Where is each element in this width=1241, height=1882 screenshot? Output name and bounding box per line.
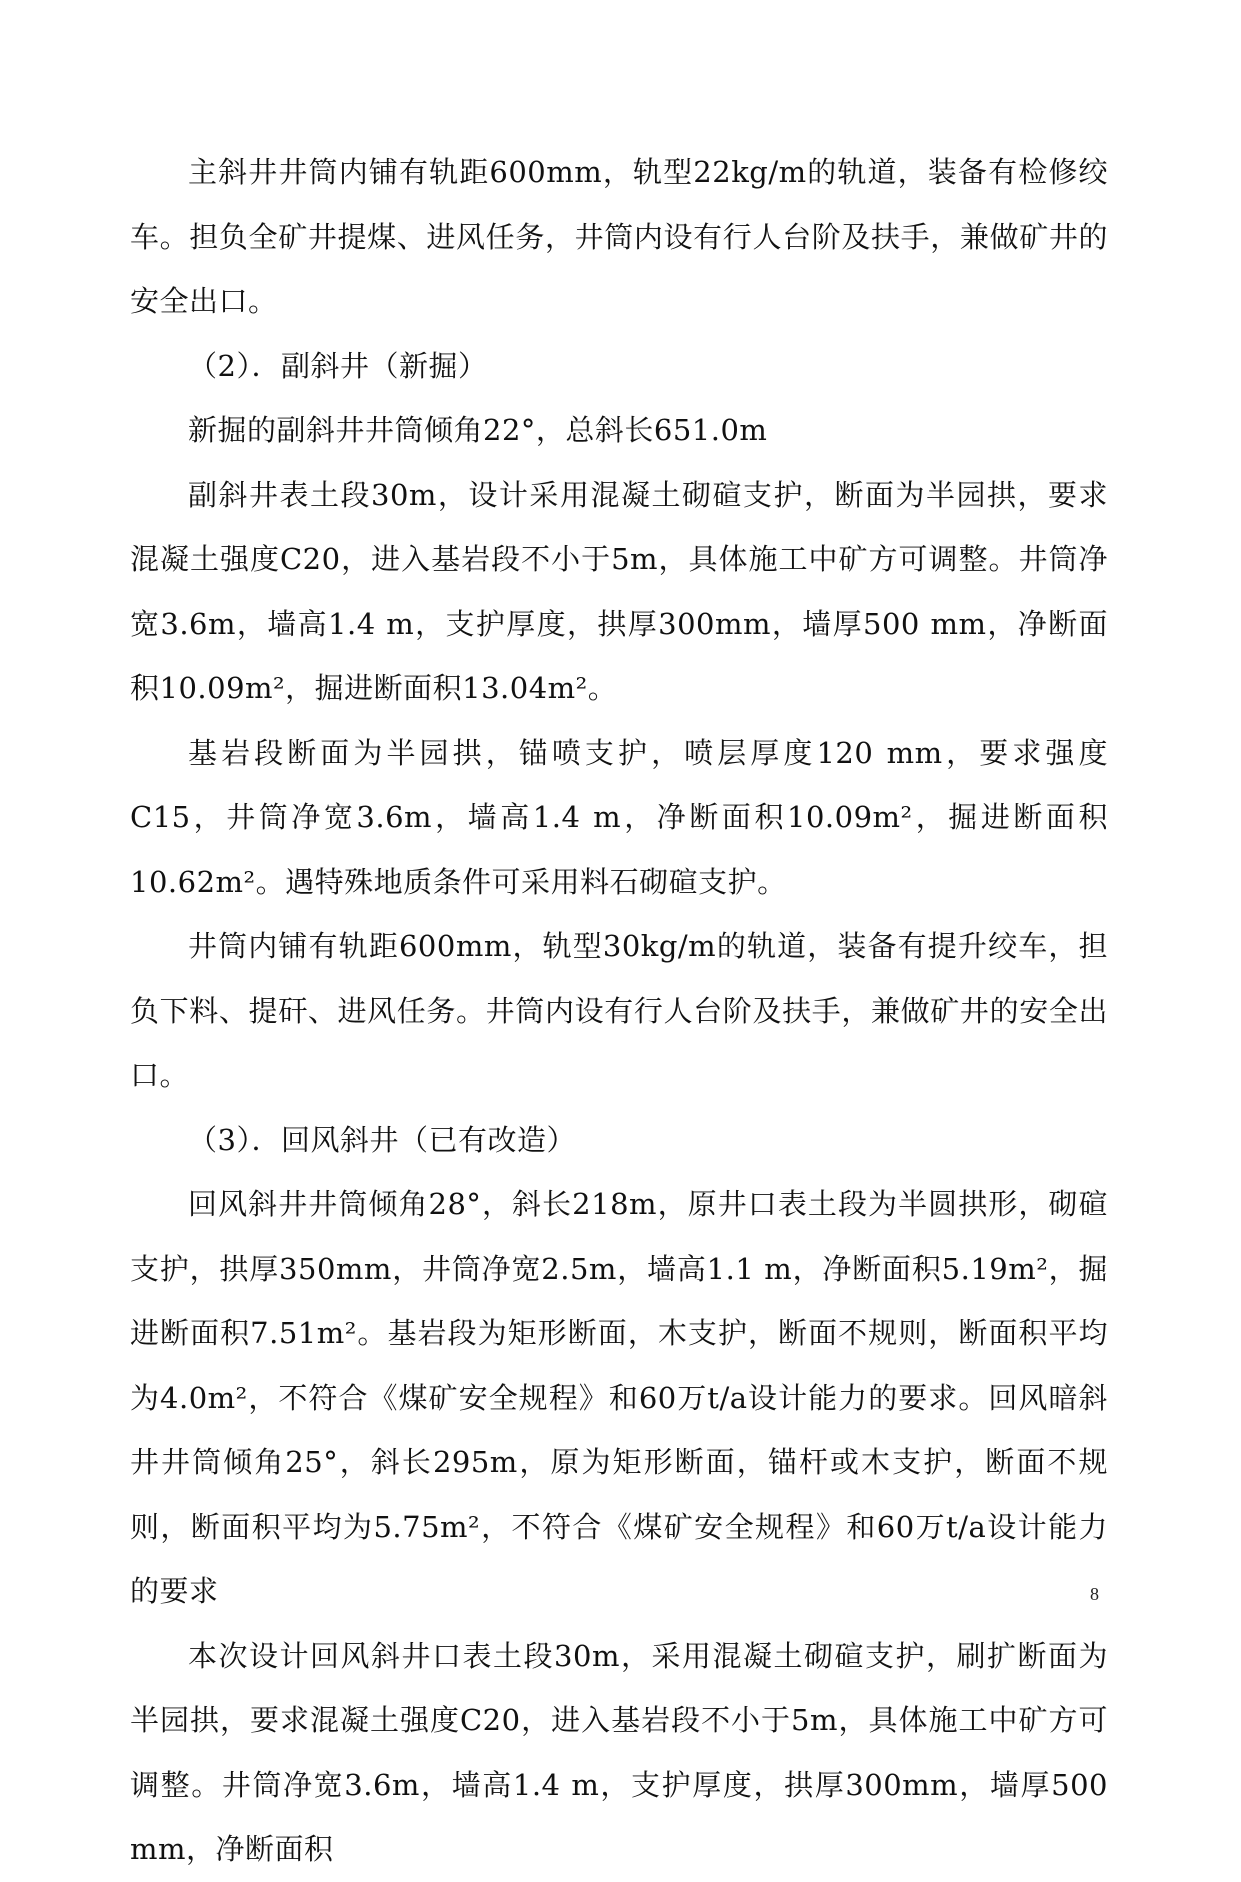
paragraph-auxiliary-incline-track: 井筒内铺有轨距600mm，轨型30kg/m的轨道，装备有提升绞车，担负下料、提矸、进风任务。井筒内设有行人台阶及扶手，兼做矿井的安全出口。 <box>130 929 1108 1092</box>
heading-auxiliary-incline: （2）．副斜井（新掘） <box>188 348 488 383</box>
paragraph-auxiliary-incline-bedrock: 基岩段断面为半园拱，锚喷支护，喷层厚度120 mm，要求强度C15，井筒净宽3.6m，墙高1.4 m，净断面积10.09m²，掘进断面积10.62m²。遇特殊地质条件可采用料石砌碹支护。 <box>130 735 1108 899</box>
paragraph-auxiliary-incline-topsoil: 副斜井表土段30m，设计采用混凝土砌碹支护，断面为半园拱，要求混凝土强度C20，进入基岩段不小于5m，具体施工中矿方可调整。井筒净宽3.6m，墙高1.4 m，支护厚度，拱厚300mm，墙厚500 mm，净断面积10.09m²，掘进断面积13.04m²。 <box>130 477 1108 705</box>
page-number: 8 <box>1090 1584 1099 1604</box>
document-body <box>130 140 1108 1882</box>
paragraph-auxiliary-incline-angle: 新掘的副斜井井筒倾角22°，总斜长651.0m <box>188 413 768 447</box>
heading-return-air-incline: （3）．回风斜井（已有改造） <box>188 1122 576 1157</box>
paragraph-return-air-incline-design: 本次设计回风斜井口表土段30m，采用混凝土砌碹支护，刷扩断面为半园拱，要求混凝土强度C20，进入基岩段不小于5m，具体施工中矿方可调整。井筒净宽3.6m，墙高1.4 m，支护厚度，拱厚300mm，墙厚500 mm，净断面积 <box>130 1638 1108 1866</box>
paragraph-main-incline-track: 主斜井井筒内铺有轨距600mm，轨型22kg/m的轨道，装备有检修绞车。担负全矿井提煤、进风任务，井筒内设有行人台阶及扶手，兼做矿井的安全出口。 <box>130 155 1108 318</box>
paragraph-return-air-incline-existing: 回风斜井井筒倾角28°，斜长218m，原井口表土段为半圆拱形，砌碹支护，拱厚350mm，井筒净宽2.5m，墙高1.1 m，净断面积5.19m²，掘进断面积7.51m²。基岩段为矩形断面，木支护，断面不规则，断面积平均为4.0m²，不符合《煤矿安全规程》和60万t/a设计能力的要求。回风暗斜井井筒倾角25°，斜长295m，原为矩形断面，锚杆或木支护，断面不规则，断面积平均为5.75m²，不符合《煤矿安全规程》和60万t/a设计能力的要求 <box>130 1187 1108 1608</box>
